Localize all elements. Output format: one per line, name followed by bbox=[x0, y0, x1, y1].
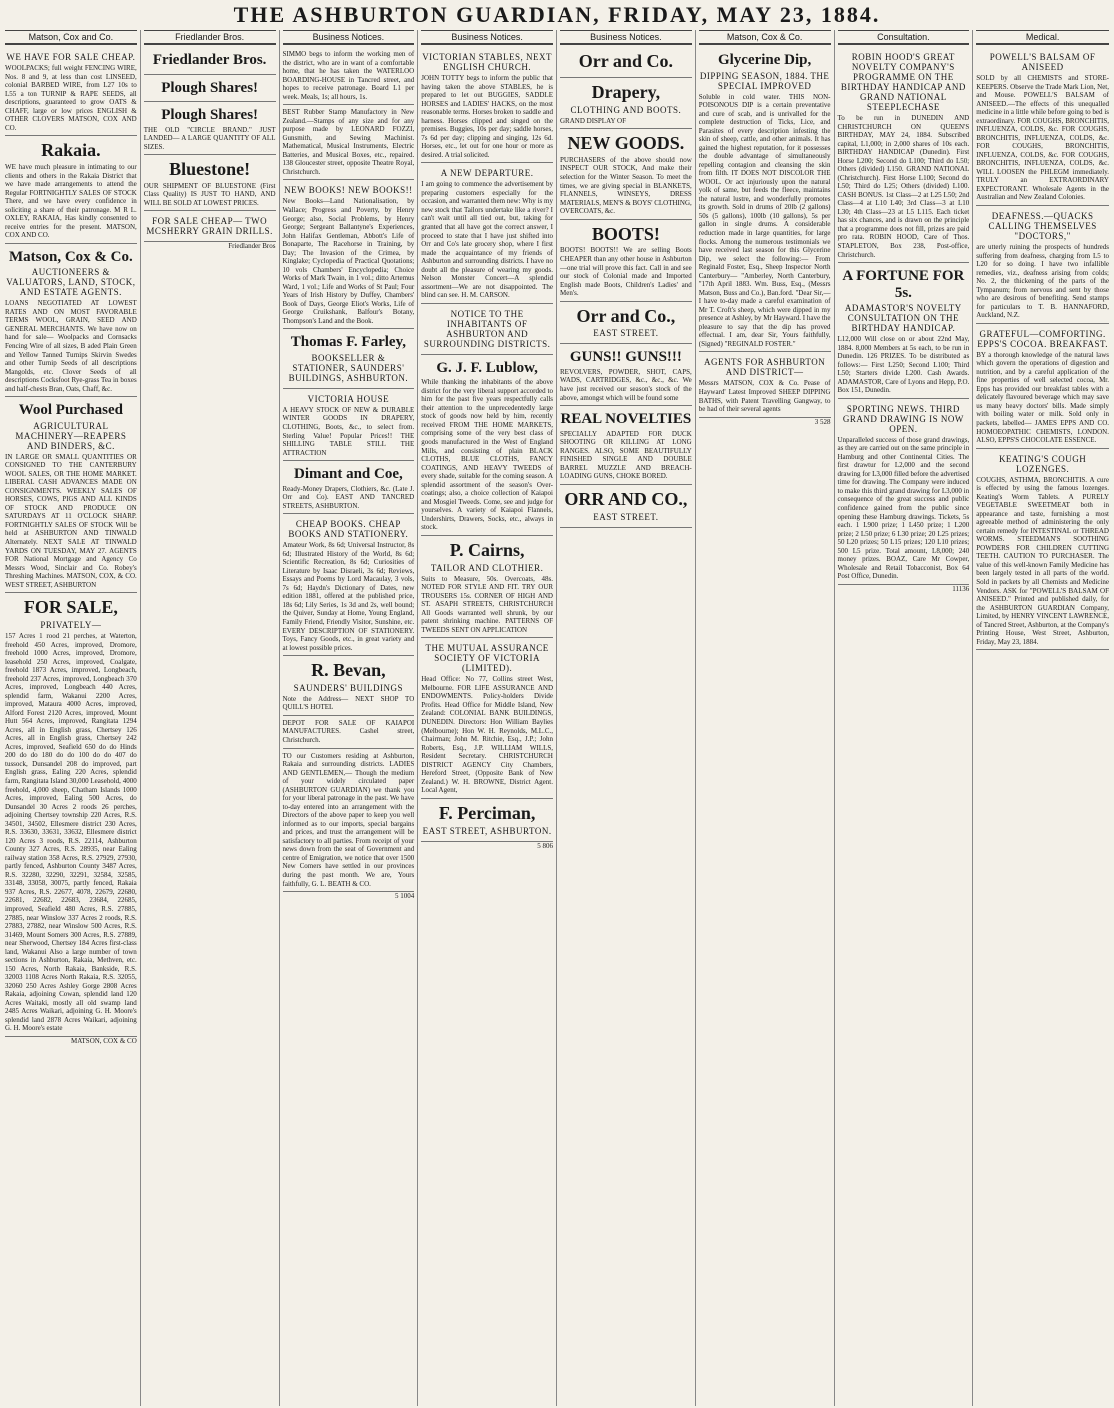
advertisement bbox=[421, 799, 553, 842]
ad-title: A FORTUNE FOR 5s. bbox=[842, 268, 965, 301]
ad-title: Rakaia. bbox=[41, 140, 101, 161]
advertisement bbox=[421, 163, 553, 303]
column-header: Business Notices. bbox=[283, 30, 415, 45]
ad-body: GRAND DISPLAY OF bbox=[560, 116, 626, 125]
column-header: Friedlander Bros. bbox=[144, 30, 276, 45]
ad-subtitle: CHEAP BOOKS. CHEAP BOOKS AND STATIONERY. bbox=[288, 519, 409, 540]
advertisement bbox=[838, 399, 970, 585]
advertisement bbox=[838, 263, 970, 399]
column-6 bbox=[696, 30, 835, 1406]
ad-title: R. Bevan, bbox=[311, 660, 386, 681]
ad-body: L12,000 Will close on or about 22nd May, 1884. 8,000 Members at 5s each, to be run in Dunedin. 126 PRIZES. To be distributed as follows:— First L250; Second L100; Third L50; Starters divide L200. Cash Awards. ADAMASTOR, Care of Lyons and Hepp, P.O. Box 151, Dunedin. bbox=[837, 335, 970, 395]
ad-title: Dimant and Coe, bbox=[293, 466, 403, 483]
advertisement bbox=[976, 47, 1109, 206]
ad-title: Orr and Co. bbox=[578, 51, 673, 71]
advertisement bbox=[560, 129, 692, 220]
ad-subtitle: SAUNDERS' BUILDINGS bbox=[293, 682, 404, 693]
advertisement bbox=[5, 593, 137, 1037]
ad-subtitle: POWELL'S BALSAM OF ANISEED bbox=[989, 52, 1096, 72]
ad-reference-number: MATSON, COX & CO bbox=[71, 1036, 137, 1045]
ad-body: WOOLPACKS; full weight FENCING WIRE, Nos. 8 and 9, at less than cost LINSEED, colonial BARBED WIRE, from L27 10s to L55 a ton TURNIP & RAPE SEEDS, all descriptions, guaranteed to grow OATS & CHAFF, large or low prices ENGLISH & OTHER CLOVERS MATSON, COX AND CO. bbox=[5, 64, 137, 132]
ad-reference-number: Friedlander Bros bbox=[228, 242, 276, 251]
ad-subtitle: PRIVATELY— bbox=[40, 619, 102, 630]
advertisement bbox=[699, 352, 831, 417]
ad-reference-number: 11136 bbox=[952, 584, 970, 593]
column-5 bbox=[557, 30, 696, 1406]
ad-subtitle: BOOKSELLER & STATIONER, SAUNDERS' BUILDINGS, ASHBURTON. bbox=[288, 352, 409, 383]
advertisement bbox=[283, 47, 415, 105]
ad-body: COUGHS, ASTHMA, BRONCHITIS. A cure is effected by using the famous lozenges. Keating's Worm Tablets. A PURELY VEGETABLE SWEETMEAT both in appearance and taste, furnishing a most agreeable method of administering the only certain remedy for INTESTINAL or THREAD WORMS. STEEDMAN'S SOOTHING POWDERS FOR CHILDREN CUTTING TEETH. CAUTION TO PURCHASER. The value of this well-known Family Medicine has been largely tested in all parts of the world. Sold in packets by all Chemists and Medicine Vendors. ASK for "POWELL'S BALSAM OF ANISEED." Printed and published daily, for the ASHBURTON GUARDIAN Company, Limited, by HENRY VINCENT LAWRENCE, of Tancred Street, Ashburton, at the Company's Printing House, West Street, Ashburton, Friday, May 23, 1884. bbox=[976, 475, 1109, 646]
ad-body: TO our Customers residing at Ashburton, Rakaia and surrounding districts. LADIES AND GENTLEMEN,— Though the medium of your widely circulated paper (ASHBURTON GUARDIAN) we thank you for your liberal patronage in the past. We have to-day entered into an arrangement with the Directors of the above paper to keep you well informed as to our imports, special bargains and prices, and trust the arrangement will be satisfactory to all parties. From receipt of your news down from the seat of Government and centre of Emigration, we notice that over 1500 New Comers have settled in our provinces during the past month. We are, Yours faithfully, G. L. BEATH & CO. bbox=[282, 751, 415, 888]
ad-body: PURCHASERS of the above should now INSPECT OUR STOCK, And make their selection for the Winter Season. To meet the times, we are giving special in BLANKETS, FLANNELS, WINSEYS, DRESS MATERIALS, MEN'S & BOYS' CLOTHING, OVERCOATS, &c. bbox=[560, 155, 692, 216]
advertisement bbox=[976, 449, 1109, 651]
ad-title: Bluestone! bbox=[169, 159, 251, 180]
column-1 bbox=[2, 30, 141, 1406]
column-header: Business Notices. bbox=[560, 30, 692, 45]
ad-title: BOOTS! bbox=[591, 223, 660, 244]
ad-title: F. Perciman, bbox=[438, 802, 536, 823]
ad-body: Amateur Work, 8s 6d; Universal Instructor, 8s 6d; Illustrated History of the World, 8s 6d; Scientific Recreation, 8s 6d; Curiosities of Literature by Isaac Disraeli, 3s 6d; Reviews, Essays and Poems by Lord Macaulay, 3 vols, 7s 6d; Haydn's Dictionary of Dates, new edition 1881, offered at the published price, 18s 6d; Lily Series, 1s 3d and 2s, well bound; the Quiver, Sunday at Home, Young England, Family Friend, Friendly Visitor, Sunshine, etc. EVERY DESCRIPTION OF STATIONERY. Toys, Fancy Goods, etc., in great variety and at lowest possible prices. bbox=[282, 541, 415, 652]
advertisement bbox=[144, 47, 276, 75]
ad-body: OUR SHIPMENT OF BLUESTONE (First Class Quality) IS JUST TO HAND, AND WILL BE SOLD AT LOWEST PRICES. bbox=[143, 181, 276, 207]
advertisement bbox=[283, 105, 415, 180]
ad-title: Drapery, bbox=[591, 81, 661, 102]
ad-body: 157 Acres 1 rood 21 perches, at Waterton, freehold 450 Acres, improved, Dromore, freehold 1000 Acres, improved, Dromore, leasehold 250 Acres, improved, Coalgate, freehold 1873 Acres, improved, Longbeach, freehold 237 Acres, improved, Longbeach 370 Acres, improved, Longbeach 440 Acres, splendid farm, Wakanui 2200 Acres, improved, Mataura 4000 Acres, improved, Alford Forest 2120 Acres, improved, Mount Hutt 564 Acres, improved, Rangitata 1294 Acres, all in English grass, Chertsey 126 Acres, all in English grass, Chertsey 242 Acres, improved, Seafield 650 do do Hinds 200 do do 180 do do 100 do do 407 do tussock, Dunsandel 208 do improved, part English grass, Ealing 220 Acres, splendid farm, Rangitata Island 30,000 Leasehold, 4000 freehold, 4,000 sheep, Chatham Islands 1000 Acres, improved, Ealing 500 Acres, do Dunsandel 30 Acres 2 roods 26 perches, adjoining Chertsey township 220 Acres, R.S. 34501, 34502, Ellesmere district 230 Acres, R.S. 33630, 33631, 33632, Ellesmere district 120 Acres 3 roods, R.S. 22114, Ashburton County 327 Acres, R.S. 28935, near Ealing railway station 358 Acres, R.S. 27929, 27930, partly fenced, Ashburton County 3487 Acres, R.S. 32280, 32290, 32291, 32584, 32585, 33148, 33058, 30075, partly fenced, Rakaia 937 Acres, R.S. 22677, 4078, 22679, 22680, 22681, 22682, 22683, 23684, 22685, improved, Seafield 480 Acres, R.S. 27885, 27885, near Winslow 337 Acres 2 roods, R.S. 27883, 27882, near Winslow 500 Acres, R.S. 31469, Mount Somers 300 Acres, R.S. 27889, near Sherwood, Chertsey 184 Acres first-class land, Wakanui Also a large number of town sections in Ashburton, Rakaia, Methven, etc. 150 Acres, North Rakaia, Bankside, R.S. 32003 1108 Acres North Rakaia, R.S. 32055, 32060 250 Acres Ashley Gorge 2808 Acres Rakaia, adjoining Cowan, splendid land 120 Acres Waitaki, mostly all old swamp land 2485 Acres Waikari, adjoining G. H. Moore's splendid land 2878 Acres Waikari, adjoining G. H. Moore's estate bbox=[5, 631, 137, 1033]
ad-body: BOOTS! BOOTS!! We are selling Boots CHEAPER than any other house in Ashburton—one trial will prove this fact. Call in and see our stock of Colonial made and Imported English made Boots, Children's Ladies' and Men's. bbox=[560, 246, 692, 298]
ad-subtitle: DEAFNESS.—QUACKS CALLING THEMSELVES "DOCTORS," bbox=[988, 210, 1097, 241]
ad-title: Orr and Co., bbox=[576, 305, 676, 326]
ad-subtitle: THE MUTUAL ASSURANCE SOCIETY OF VICTORIA (LIMITED). bbox=[425, 643, 549, 674]
ad-body: REVOLVERS, POWDER, SHOT, CAPS, WADS, CARTRIDGES, &c., &c., &c. We have just received our season's stock of the above, amongst which will be found some bbox=[560, 367, 692, 402]
ad-subtitle: DIPPING SEASON, 1884. THE SPECIAL IMPROVED bbox=[699, 70, 830, 91]
ad-subtitle: FOR SALE CHEAP— TWO MCSHERRY GRAIN DRILLS. bbox=[146, 216, 273, 237]
ad-body: Ready-Money Drapers, Clothiers, &c. (Late J. Orr and Co). EAST AND TANCRED STREETS, ASHBURTON. bbox=[282, 484, 415, 510]
ad-body: DEPOT FOR SALE OF KAIAPOI MANUFACTURES. Cashel street, Christchurch. bbox=[282, 718, 415, 745]
ad-title: Friedlander Bros. bbox=[152, 52, 267, 68]
ad-body: BY a thorough knowledge of the natural laws which govern the operations of digestion and nutrition, and by a careful application of the fine properties of well selected cocoa, Mr. Epps has provided our breakfast tables with a delicately flavoured beverage which may save us many heavy doctors' bills. Made simply with boiling water or milk. Sold only in packets, labelled— JAMES EPPS AND CO. HOMOEOPATHIC CHEMISTS, LONDON. ALSO, EPPS'S CHOCOLATE ESSENCE. bbox=[976, 350, 1109, 445]
ad-title: G. J. F. Lublow, bbox=[436, 359, 538, 376]
ad-title: GUNS!! GUNS!!! bbox=[569, 349, 682, 366]
ad-title: FOR SALE, bbox=[23, 597, 118, 618]
advertisement bbox=[144, 211, 276, 242]
ad-subtitle: A NEW DEPARTURE. bbox=[440, 168, 534, 179]
advertisement bbox=[560, 485, 692, 528]
ad-body: SOLD by all CHEMISTS and STORE-KEEPERS. Observe the Trade Mark Lion, Net, and Mouse. POWELL'S BALSAM of ANISEED.—The effects of this unequalled medicine in a little while before going to bed is extraordinary. FOR COUGHS, BRONCHITIS, INFLUENZA, COLDS, &c. FOR COUGHS, BRONCHITIS, INFLUENZA, COLDS, &c. FOR COUGHS, BRONCHITIS, INFLUENZA, COLDS, &c. FOR COUGHS, BRONCHITIS, INFLUENZA, COLDS, &c. WILL LOOSEN the PHLEGM immediately. TRULY an EXTRAORDINARY EXPECTORANT. Wholesale Agents in the Australian and New Zealand Colonies. bbox=[976, 74, 1109, 202]
column-8 bbox=[973, 30, 1112, 1406]
column-2 bbox=[141, 30, 280, 1406]
column-header: Consultation. bbox=[838, 30, 970, 45]
ad-body: Note the Address— NEXT SHOP TO QUILL'S HOTEL bbox=[282, 694, 415, 712]
ad-body: IN LARGE OR SMALL QUANTITIES OR CONSIGNED TO THE CANTERBURY WOOL SALES, OR THE HOME MARKET. LIBERAL CASH ADVANCES MADE ON CONSIGNMENTS. WEEKLY SALES OF HORSES, COWS, PIGS AND ALL KINDS OF STOCK AND PRODUCE ON SATURDAYS AT 11 O'CLOCK SHARP. FORTNIGHTLY SALES OF STOCK Will be held at ASHBURTON AND TINWALD Alternately. NEXT SALE AT TINWALD YARDS ON TUESDAY, MAY 27. AGENTS FOR National Mortgage and Agency Co Messrs Wood, Sinclair and Co. Robey's Threshing Machines. MATSON, COX, & CO. WEST STREET, ASHBURTON bbox=[5, 452, 137, 589]
ad-subtitle: AGRICULTURAL MACHINERY—REAPERS AND BINDERS, &C. bbox=[15, 420, 127, 451]
column-7 bbox=[835, 30, 974, 1406]
ad-subtitle: ADAMASTOR'S NOVELTY CONSULTATION ON THE BIRTHDAY HANDICAP. bbox=[844, 303, 962, 334]
ad-body: are utterly ruining the prospects of hundreds suffering from deafness, charging from L5 to L20 for so doing. I have two infallible remedies, viz., deafness arising from colds; No. 2, the thickening of the parts of the Tympanum; from nervous and sent by those who are desirous of benefiting. Send stamps for particulars to T. B. HANNAFORD, Auckland, N.Z. bbox=[976, 242, 1109, 320]
columns-container bbox=[2, 30, 1112, 1406]
column-3 bbox=[280, 30, 419, 1406]
ad-body: A HEAVY STOCK OF NEW & DURABLE WINTER GOODS IN DRAPERY, CLOTHING, Boots, &c., to select from. Sterling Value! Popular Prices!! THE SHILLING TABLE STILL THE ATTRACTION bbox=[282, 405, 415, 457]
advertisement bbox=[144, 75, 276, 103]
ad-subtitle: EAST STREET. bbox=[593, 511, 659, 522]
ad-subtitle: TAILOR AND CLOTHIER. bbox=[430, 562, 544, 573]
advertisement bbox=[560, 344, 692, 406]
advertisement bbox=[976, 324, 1109, 449]
advertisement bbox=[976, 206, 1109, 324]
advertisement bbox=[421, 355, 553, 536]
advertisement bbox=[283, 389, 415, 461]
ad-subtitle: VICTORIAN STABLES, NEXT ENGLISH CHURCH. bbox=[422, 52, 553, 72]
advertisement bbox=[144, 102, 276, 155]
advertisement bbox=[283, 180, 415, 329]
ad-body: WE have much pleasure in intimating to our clients and others in the Rakaia District that we have made arrangements to attend the Regular FORTNIGHTLY SALES OF STOCK There, and we have every confidence in soliciting a share of their patronage. M R L. OXLEY, RAKAIA, Has kindly consented to receive entries for the present. MATSON, COX AND CO. bbox=[5, 163, 137, 240]
ad-title: Thomas F. Farley, bbox=[290, 334, 407, 351]
column-4 bbox=[418, 30, 557, 1406]
ad-title: REAL NOVELTIES bbox=[560, 411, 692, 428]
ad-subtitle: AUCTIONEERS & VALUATORS, LAND, STOCK, AND ESTATE AGENTS. bbox=[6, 267, 136, 298]
ad-subtitle: NOTICE TO THE INHABITANTS OF ASHBURTON AND SURROUNDING DISTRICTS. bbox=[423, 308, 551, 349]
ad-body: SPECIALLY ADAPTED FOR DUCK SHOOTING OR KILLING AT LONG RANGES. ALSO, SOME BEAUTIFULLY FINISHED SINGLE AND DOUBLE BARREL MUZZLE AND BREACH-LOADING GUNS, CHOKE BORED. bbox=[560, 429, 692, 481]
advertisement bbox=[5, 47, 137, 136]
ad-subtitle: VICTORIA HOUSE bbox=[307, 393, 390, 404]
advertisement bbox=[838, 47, 970, 263]
ad-body: Suits to Measure, 50s. Overcoats, 48s. NOTED FOR STYLE AND FIT. TRY OUR TROUSERS 15s. CORNER OF HIGH AND ST. ASAPH STREETS, CHRISTCHURCH All Goods warranted well shrunk, by our patent shrinking machine. PATTERNS OF TWEEDS SENT ON APPLICATION bbox=[421, 574, 553, 634]
advertisement bbox=[5, 244, 137, 397]
advertisement bbox=[421, 638, 553, 798]
column-header: Medical. bbox=[976, 30, 1109, 45]
advertisement bbox=[283, 749, 415, 893]
ad-body: Head Office: No 77, Collins street West, Melbourne. FOR LIFE ASSURANCE AND ENDOWMENTS. Policy-holders Divide Profits. Head Office for Middle Island, New Zealand: COLONIAL BANK BUILDINGS, DUNEDIN. Directors: Hon William Baylies (Melbourne); Hon W. H. Reynolds, M.L.C., Chairman; John M. Ritchie, Esq., J.P.; John Roberts, Esq., J.P. WILLIAM WILLS, Resident Secretary. CHRISTCHURCH DISTRICT AGENCY City Chambers, Hereford Street, (Opposite Bank of New Zealand.) W. H. BROWNE, District Agent. Local Agent, bbox=[421, 675, 553, 795]
ad-subtitle: GRATEFUL—COMFORTING. EPPS'S COCOA. BREAKFAST. bbox=[977, 328, 1109, 349]
ad-body: To be run in DUNEDIN AND CHRISTCHURCH ON QUEEN'S BIRTHDAY, MAY 24, 1884. Subscribed capital, L1,000; in 2,000 shares of 10s each. BIRTHDAY HANDICAP (Dunedin). First Horse L200; Second do L100; Third do L50; Others (divided) L150. GRAND NATIONAL (Christchurch). First Horse L100; Second do L50; Third do L25; Others (divided) L100. CASH BONUS. 1st Class—2 at L25 L50; 2nd Class—4 at L10 L40; 3rd Class—3 at L10 L30; 4th Class—23 at L5 L115. Each ticket has six chances, and is drawn on the principle that a programme does not fill, prizes are paid pro rata. ROBIN HOOD, Care of Thos. STAPLETON, Box 238, Post-office, Christchurch. bbox=[837, 114, 970, 259]
ad-title: ORR AND CO., bbox=[564, 488, 688, 509]
advertisement bbox=[560, 406, 692, 485]
ad-body: THE OLD "CIRCLE BRAND." JUST LANDED— A LARGE QUANTITY OF ALL SIZES. bbox=[143, 125, 276, 151]
ad-subtitle: EAST STREET. bbox=[593, 328, 659, 339]
ad-subtitle: AGENTS FOR ASHBURTON AND DISTRICT— bbox=[703, 357, 826, 378]
column-header: Matson, Cox and Co. bbox=[5, 30, 137, 45]
column-header: Business Notices. bbox=[421, 30, 553, 45]
ad-subtitle: NEW BOOKS! NEW BOOKS!! bbox=[284, 185, 413, 196]
ad-subtitle: WE HAVE FOR SALE CHEAP. bbox=[6, 52, 136, 62]
advertisement bbox=[560, 78, 692, 129]
advertisement bbox=[560, 220, 692, 302]
advertisement bbox=[560, 302, 692, 345]
advertisement bbox=[283, 656, 415, 716]
ad-body: JOHN TOTTY begs to inform the public that having taken the above STABLES, he is prepared to let out BUGGIES, SADDLE HORSES and LADIES' HACKS, on the most reasonable terms. Horses broken to saddle and harness. Horses clipped and singed on the premises. Buggies, 10s per day; saddle horses, 7s 6d per day; clipping and singing, 12s 6d. Horses, etc., let out for one hour or more as desired. A trial solicited. bbox=[421, 74, 553, 159]
ad-title: Wool Purchased bbox=[18, 402, 124, 419]
ad-title: Plough Shares! bbox=[161, 107, 259, 123]
ad-subtitle: CLOTHING AND BOOTS. bbox=[570, 104, 682, 115]
ad-body: Soluble in cold water. THIS NON-POISONOUS DIP is a certain preventative and cure of scab, and is unrivalled for the complete destruction of Ticks, Lice, and Parasites of every description infesting the skin of sheep, cattle, and other animals. It has gained the highest reputation, for it possesses the double advantage of simultaneously repelling contagion and cleansing the skin from filth. IT DOES NOT DISCOLOR THE WOOL. Or act injuriously upon the natural yolk of same, but feeds the fleece, maintains the natural lustre, and wonderfully promotes its growth. Sold in drums of 20lb (2 gallons) 50s (5 gallons), 100lb (10 gallons), 5s per gallon in single drums. A considerable reduction made in large quantities, for large flocks. Among the numerous testimonials we have received last season for this Glycerine Dip, we select the following:— From Reginald Foster, Esq., Sheep Inspector North Canterbury— "Amberley, North Canterbury, "17th April 1883. Wm. Buss, Esq., (Messrs Matson, Buss and Co.), Ban.ford. "Dear Sir,—I have to-day made a careful examination of Mr T. Croft's sheep, which were dipped in my presence at Ashley, by Mr Hayward. I have the pleasure to say that the dip has proved effectual. I am, dear Sir, Yours faithfully, (Signed) "REGINALD FOSTER." bbox=[698, 92, 831, 348]
ad-body: Unparalleled success of those grand drawings, as they are carried out on the same principle in Hamburg and other Continental Cities. The first drawtur for L2,000 and the second drawing for L3,000 filled before the advertised time for drawing. The Company were induced to make this third grand drawing for L3,000 in consequence of the great success and public confidence gained from the public since opening these Hamburg drawings. Tickets, 5s each. 1 L900 prize; 1 L450 prize; 1 L200 prize; 2 L50 prize; 6 L30 prize; 20 L25 prizes; 50 L20 prizes; 50 L15 prizes; 120 L10 prizes; 500 L5 prize. Total amount, L8,000; 240 money prizes. BOAZ, Care Mr Cowper, Wholesale and Retail Tobacconist, Box 64 Post Office, Dunedin. bbox=[837, 435, 970, 581]
ad-reference-number: 5 806 bbox=[537, 841, 553, 850]
ad-reference-number: 3 528 bbox=[814, 417, 831, 426]
ad-body: New Books—Land Nationalisation, by Wallace; Progress and Poverty, by Henry George; also, Social Problems, by Henry George; Sergeant Ballantyne's Experiences, John Halifax Gentleman, Abbott's Life of Bonaparte, The Racehorse in Training, by Day; The Invasion of the Crimea, by Kinglake; Cyclopedia of Practical Quotations; 10 vols Chambers' Encyclopedia; Choice Works of Mark Twain, in 1 vol.; ditto Artemus Ward, 1 vol.; Life and Works of St Paul; Four Years of Irish History by Duffey, Chambers' Book of Days, George Eliot's Works, Life of George Cruikshank, Balfour's Botany, Thompson's Land and the Book. bbox=[282, 197, 415, 325]
advertisement bbox=[699, 47, 831, 352]
advertisement bbox=[283, 461, 415, 514]
advertisement bbox=[144, 155, 276, 211]
masthead: THE ASHBURTON GUARDIAN, FRIDAY, MAY 23, 1884. bbox=[233, 2, 881, 27]
ad-subtitle: ROBIN HOOD'S GREAT NOVELTY COMPANY'S PROGRAMME ON THE BIRTHDAY HANDICAP AND GRAND NATIONAL STEEPLECHASE bbox=[840, 52, 966, 112]
ad-body: SIMMO begs to inform the working men of the district, who are in want of a comfortable home, that he has taken the WATERLOO BOARDING-HOUSE in Tancred street, and hopes to receive patronage. Board L1 per week. Meals, 1s; all hours, 1s. bbox=[282, 50, 415, 101]
ad-title: P. Cairns, bbox=[449, 539, 525, 560]
advertisement bbox=[5, 136, 137, 244]
advertisement bbox=[421, 536, 553, 639]
ad-body: I am going to commence the advertisement by preparing customers especially for the occasion, and warranted them new: Why is my new stock that Tailors undertake like a river? I can't wait until all tied out, but, taking for granted that all have got the correct answer, I proceed to state that I have just shifted into Orr and Co's late grocery shop, where I first made the acquaintance of my friends of Ashburton and surrounding districts. I have no doubt all the pleasure of wearing my goods. Nelson Monster Concert—A splendid assortment—We are not disappointed. The blind can see. H. M. CARSON. bbox=[421, 180, 553, 300]
ad-body: LOANS NEGOTIATED AT LOWEST RATES AND ON MOST FAVORABLE TERMS WOOL, GRAIN, SEED AND GENERAL MERCHANTS. We have now on hand for sale— Woolpacks and Cornsacks Fencing Wire of all sizes, B aded Plain Green and Yellow Tanned Turnips Skirvin Swedes and other Turnip Seeds of all descriptions Mangolds, etc. Clover Seeds of all descriptions Cocksfoot Rye-grass Tea in boxes and half-chests Bran, Oats, Chaff, &c. bbox=[5, 299, 137, 393]
advertisement bbox=[560, 47, 692, 78]
ad-body: While thanking the inhabitants of the above district for the very liberal support accorded to him for the past five years respectfully calls their attention to the unprecedentedly large stock of goods now held by him, recently received FROM THE HOME MARKETS, comprising some of the very best class of goods manufactured in the West of England Mills, and consisting of plain BLACK CLOTHS, BLUE CLOTHS, FANCY COATINGS, AND HEAVY TWEEDS of every shade, suitable for the coming season. A splendid assortment of the season's Over-coatings; also, a choice collection of Kaiapoi and Mosgiel Tweeds. Come, see and judge for yourselves. A variety of Kaiapoi Flannels, Undershirts, Drawers, Socks, etc., always in stock. bbox=[421, 378, 553, 532]
advertisement bbox=[283, 329, 415, 389]
advertisement bbox=[421, 47, 553, 163]
advertisement bbox=[283, 716, 415, 749]
ad-title: Plough Shares! bbox=[161, 79, 259, 96]
advertisement bbox=[283, 514, 415, 656]
advertisement bbox=[5, 397, 137, 593]
advertisement bbox=[421, 304, 553, 355]
ad-title: Glycerine Dip, bbox=[717, 52, 812, 68]
ad-subtitle: KEATING'S COUGH LOZENGES. bbox=[998, 453, 1087, 474]
ad-subtitle: SPORTING NEWS. THIRD GRAND DRAWING IS NOW OPEN. bbox=[842, 403, 964, 434]
ad-body: Messrs MATSON, COX & Co. Pease of Hayward' Latest Improved SHEEP DIPPING BATHS, with Patent Travelling Gangway, to be had of their several agents bbox=[698, 379, 831, 414]
ad-title: NEW GOODS. bbox=[567, 133, 685, 154]
ad-subtitle: EAST STREET, ASHBURTON. bbox=[422, 825, 552, 836]
ad-body: BEST Rubber Stamp Manufactory in New Zealand.—Stamps of any size and for any purpose made by LEONARD FOZZI, Gunsmith, and Sewing Machinist. Mathematical, Musical Instruments, Electric Batteries, and Musical Boxes, etc., repaired. 138 Gloucester street, opposite Theatre Royal, Christchurch. bbox=[282, 108, 415, 176]
column-header: Matson, Cox & Co. bbox=[699, 30, 831, 45]
ad-reference-number: 5 1004 bbox=[395, 892, 415, 901]
ad-title: Matson, Cox & Co. bbox=[9, 248, 133, 265]
